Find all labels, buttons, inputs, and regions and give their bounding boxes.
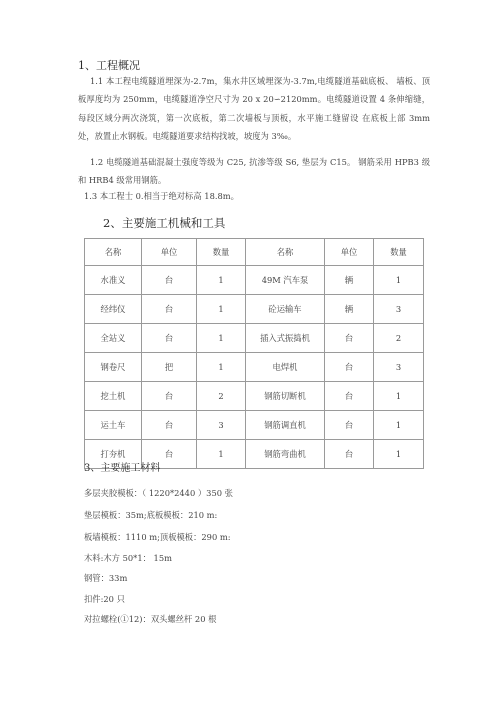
table-cell: 1 (374, 440, 424, 469)
table-cell: 49M 汽车泵 (246, 266, 325, 295)
table-cell: 3 (374, 353, 424, 382)
overview-paragraph-1: 1.1 本工程电缆隧道埋深为-2.7m，集水井区域埋深为-3.7m,电缆隧道基础底板、 墙板、顶板厚度均为 250mm，电缆隧道净空尺寸为 20 x 20∽2120mm。电缆隧道设置 4 条伸缩缝，每段区域分两次浇筑，第一次底板，第二次墙板与顶板，水平施工缝留设 在底板上部 3mm 处，放置止水钢板。电缆隧道要求结构找坡，坡度为 3‰。 (78, 76, 430, 141)
table-row (85, 295, 424, 324)
table-cell: 1 (374, 266, 424, 295)
table-cell: 2 (197, 382, 246, 411)
table-cell: 台 (325, 411, 374, 440)
material-item: 木料:木方 50*1： 15m (84, 553, 172, 563)
table-cell: 台 (325, 353, 374, 382)
table-cell: 1 (197, 324, 246, 353)
table-cell: 全站义 (85, 324, 142, 353)
equipment-table (84, 238, 424, 469)
table-cell: 运土车 (85, 411, 142, 440)
table-cell: 台 (325, 382, 374, 411)
table-cell: 1 (197, 353, 246, 382)
table-cell: 1 (197, 266, 246, 295)
table-cell: 砼运输车 (246, 295, 325, 324)
table-cell: 3 (197, 411, 246, 440)
section-heading-materials: 3、主要施工材料 (84, 463, 161, 474)
table-cell: 钢卷尺 (85, 353, 142, 382)
header-cell: 数量 (197, 239, 246, 266)
table-cell: 挖土机 (85, 382, 142, 411)
header-cell: 单位 (325, 239, 374, 266)
material-item: 钢管：33m (84, 573, 128, 583)
material-item: 垫层模板：35m;底板模板：210 m: (84, 510, 218, 520)
table-cell: 把 (142, 353, 197, 382)
table-row (85, 382, 424, 411)
table-cell: 台 (325, 324, 374, 353)
table-cell: 水准义 (85, 266, 142, 295)
table-cell: 插入式振捣机 (246, 324, 325, 353)
section-heading-overview: 1、工程概况 (78, 59, 140, 72)
header-cell: 单位 (142, 239, 197, 266)
table-cell: 台 (142, 295, 197, 324)
table-cell: 台 (142, 324, 197, 353)
table-cell: 台 (142, 411, 197, 440)
table-row (85, 324, 424, 353)
material-item: 对拉螺栓(①12)：双头螺丝杆 20 根 (84, 614, 217, 624)
table-header-row (85, 239, 424, 266)
table-cell: 2 (374, 324, 424, 353)
table-cell: 1 (197, 440, 246, 469)
table-cell: 辆 (325, 295, 374, 324)
header-cell: 名称 (85, 239, 142, 266)
overview-paragraph-2: 1.2 电缆隧道基础混凝土强度等级为 C25, 抗渗等级 S6, 垫层为 C15。 钢筋采用 HPB3 级和 HRB4 级常用钢筋。 (78, 157, 430, 186)
overview-paragraph-3: 1.3 本工程士 0.相当于绝对标高 18.8m。 (84, 191, 239, 201)
section-heading-equipment: 2、主要施工机械和工具 (103, 216, 226, 230)
table-row (85, 353, 424, 382)
table-cell: 经纬仪 (85, 295, 142, 324)
table-cell: 钢筋切断机 (246, 382, 325, 411)
table-cell: 1 (197, 295, 246, 324)
table-cell: 台 (142, 382, 197, 411)
table-row (85, 411, 424, 440)
material-item: 板墙模板：1110 m;顶板模板：290 m: (84, 532, 231, 542)
table-cell: 辆 (325, 266, 374, 295)
table-cell: 台 (142, 440, 197, 469)
header-cell: 数量 (374, 239, 424, 266)
table-cell: 台 (142, 266, 197, 295)
table-cell: 电焊机 (246, 353, 325, 382)
material-item: 多层夹胶模板：（ 1220*2440 ）350 张 (84, 488, 233, 498)
table-cell: 1 (374, 411, 424, 440)
table-cell: 打夯机 (85, 440, 142, 469)
table-cell: 3 (374, 295, 424, 324)
table-cell: 钢筋弯曲机 (246, 440, 325, 469)
material-item: 扣件:20 只 (84, 594, 125, 604)
table-cell: 1 (374, 382, 424, 411)
table-row (85, 266, 424, 295)
table-cell: 台 (325, 440, 374, 469)
header-cell: 名称 (246, 239, 325, 266)
table-cell: 钢筋调直机 (246, 411, 325, 440)
